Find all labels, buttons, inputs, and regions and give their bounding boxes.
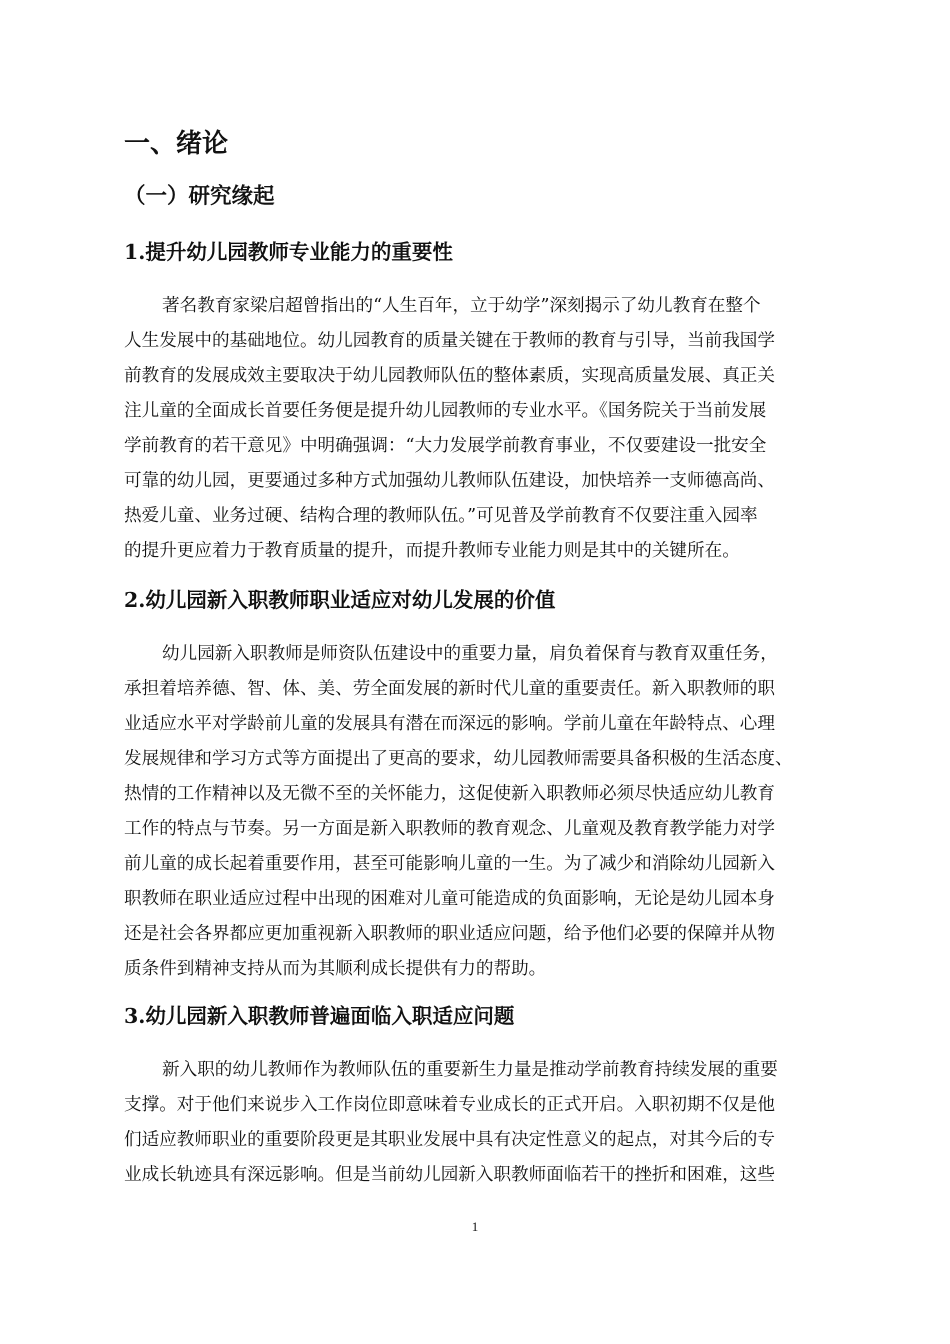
paragraph-line: 可靠的幼儿园，更要通过多种方式加强幼儿教师队伍建设，加快培养一支师德高尚、: [124, 471, 775, 491]
paragraph-line: 注儿童的全面成长首要任务便是提升幼儿园教师的专业水平。《国务院关于当前发展: [124, 401, 767, 421]
paragraph-line: 前教育的发展成效主要取决于幼儿园教师队伍的整体素质，实现高质量发展、真正关: [124, 366, 775, 386]
page-number: 1: [471, 1219, 479, 1234]
paragraph-line: 前儿童的成长起着重要作用，甚至可能影响儿童的一生。为了减少和消除幼儿园新入: [124, 854, 775, 874]
paragraph-line: 质条件到精神支持从而为其顺利成长提供有力的帮助。: [124, 959, 547, 979]
paragraph-line: 们适应教师职业的重要阶段更是其职业发展中具有决定性意义的起点，对其今后的专: [124, 1130, 775, 1150]
paragraph-2: [124, 637, 834, 987]
paragraph-line: 幼儿园新入职教师是师资队伍建设中的重要力量，肩负着保育与教育双重任务，: [162, 644, 778, 664]
paragraph-line: 热情的工作精神以及无微不至的关怀能力，这促使新入职教师必须尽快适应幼儿教育: [124, 784, 775, 804]
paragraph-line: 人生发展中的基础地位。幼儿园教育的质量关键在于教师的教育与引导，当前我国学: [124, 331, 775, 351]
paragraph-line: 的提升更应着力于教育质量的提升，而提升教师专业能力则是其中的关键所在。: [124, 541, 740, 561]
paragraph-line: 发展规律和学习方式等方面提出了更高的要求，幼儿园教师需要具备积极的生活态度、: [124, 749, 793, 769]
paragraph-line: 还是社会各界都应更加重视新入职教师的职业适应问题，给予他们必要的保障并从物: [124, 924, 775, 944]
paragraph-line: 业适应水平对学龄前儿童的发展具有潜在而深远的影响。学前儿童在年龄特点、心理: [124, 714, 775, 734]
paragraph-line: 学前教育的若干意见》中明确强调：“大力发展学前教育事业，不仅要建设一批安全: [124, 436, 767, 456]
paragraph-1: [124, 289, 834, 569]
paragraph-3: [124, 1053, 834, 1193]
paragraph-line: 热爱儿童、业务过硬、结构合理的教师队伍。”可见普及学前教育不仅要注重入园率: [124, 506, 758, 526]
paragraph-line: 新入职的幼儿教师作为教师队伍的重要新生力量是推动学前教育持续发展的重要: [162, 1060, 778, 1080]
paragraph-line: 职教师在职业适应过程中出现的困难对儿童可能造成的负面影响，无论是幼儿园本身: [124, 889, 775, 909]
paragraph-line: 工作的特点与节奏。另一方面是新入职教师的教育观念、儿童观及教育教学能力对学: [124, 819, 775, 839]
paragraph-line: 支撑。对于他们来说步入工作岗位即意味着专业成长的正式开启。入职初期不仅是他: [124, 1095, 775, 1115]
section-heading: （一）研究缘起: [124, 184, 275, 209]
subsection-heading-1: 1.提升幼儿园教师专业能力的重要性: [124, 240, 453, 264]
paragraph-line: 业成长轨迹具有深远影响。但是当前幼儿园新入职教师面临若干的挫折和困难，这些: [124, 1165, 775, 1185]
paragraph-line: 著名教育家梁启超曾指出的“人生百年，立于幼学”深刻揭示了幼儿教育在整个: [162, 296, 761, 316]
paragraph-line: 承担着培养德、智、体、美、劳全面发展的新时代儿童的重要责任。新入职教师的职: [124, 679, 775, 699]
subsection-heading-3: 3.幼儿园新入职教师普遍面临入职适应问题: [124, 1004, 515, 1028]
subsection-heading-2: 2.幼儿园新入职教师职业适应对幼儿发展的价值: [124, 588, 556, 612]
chapter-heading: 一、绪论: [124, 129, 229, 159]
